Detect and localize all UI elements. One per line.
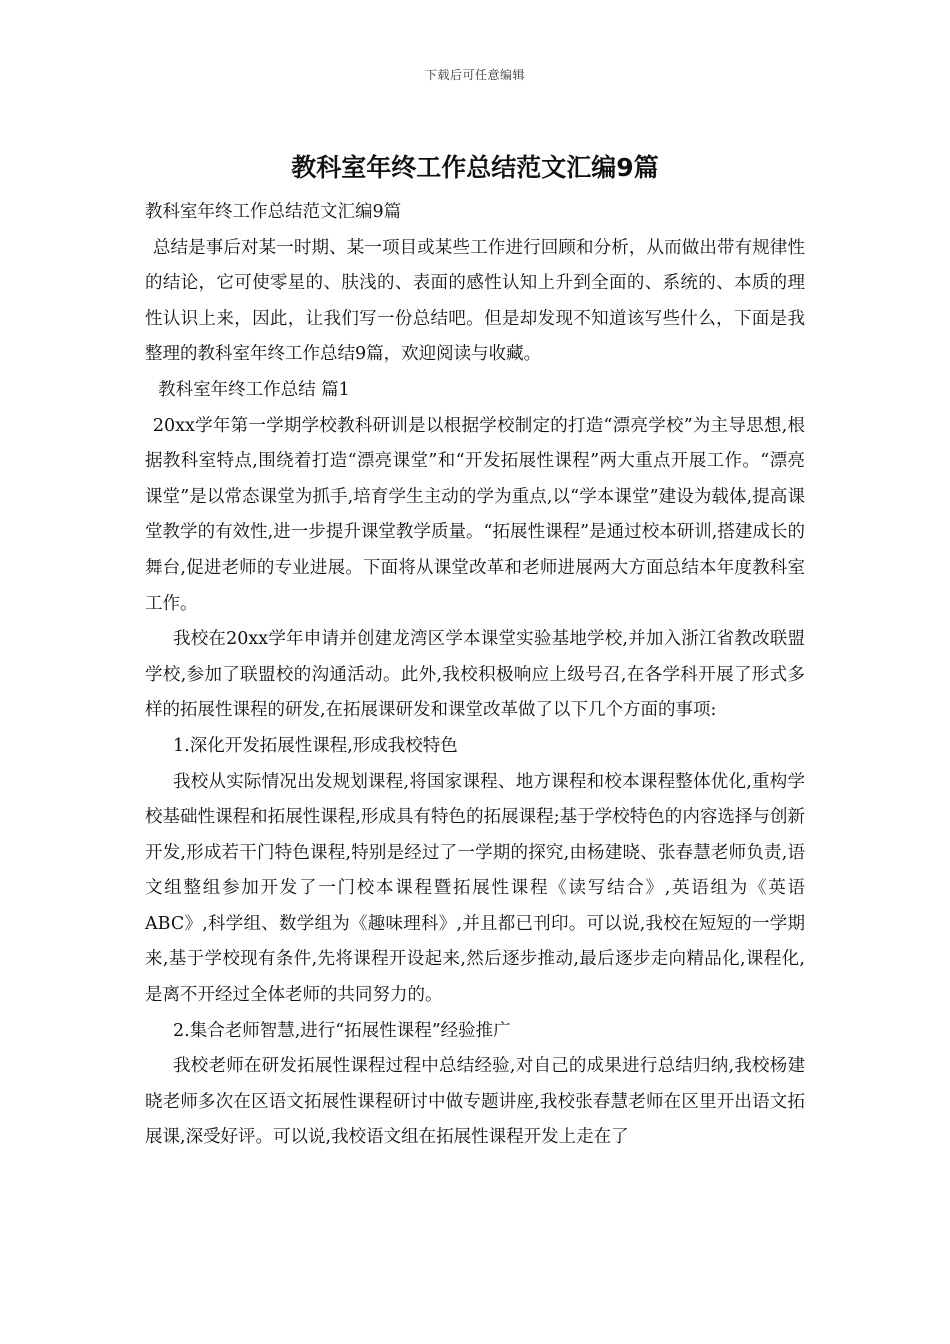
- list-heading-1: 1.深化开发拓展性课程,形成我校特色: [173, 735, 458, 756]
- paragraph-curriculum: 我校从实际情况出发规划课程,将国家课程、地方课程和校本课程整体优化,重构学校基础性课程和拓展性课程,形成具有特色的拓展课程;基于学校特色的内容选择与创新开发,形成若干门特色课程,特别是经过了一学期的探究,由杨建晓、张春慧老师负责,语文组整组参加开发了一门校本课程暨拓展性课程《读写结合》,英语组为《英语ABC》,科学组、数学组为《趣味理科》,并且都已刊印。可以说,我校在短短的一学期来,基于学校现有条件,先将课程开设起来,然后逐步推动,最后逐步走向精品化,课程化,是离不开经过全体老师的共同努力的。: [145, 771, 805, 1006]
- document-body: [145, 195, 805, 1156]
- paragraph-intro: 总结是事后对某一时期、某一项目或某些工作进行回顾和分析，从而做出带有规律性的结论，它可使零星的、肤浅的、表面的感性认知上升到全面的、系统的、本质的理性认识上来，因此，让我们写一份总结吧。但是却发现不知道该写些什么，下面是我整理的教科室年终工作总结9篇，欢迎阅读与收藏。: [145, 237, 805, 365]
- document-subtitle: 教科室年终工作总结范文汇编9篇: [145, 202, 402, 222]
- document-title: 教科室年终工作总结范文汇编9篇: [291, 153, 659, 182]
- paragraph-overview: 20xx学年第一学期学校教科研训是以根据学校制定的打造“漂亮学校”为主导思想,根据教科室特点,围绕着打造“漂亮课堂”和“开发拓展性课程”两大重点开展工作。“漂亮课堂”是以常态课堂为抓手,培育学生主动的学为重点,以“学本课堂”建设为载体,提高课堂教学的有效性,进一步提升课堂教学质量。“拓展性课程”是通过校本研训,搭建成长的舞台,促进老师的专业进展。下面将从课堂改革和老师进展两大方面总结本年度教科室工作。: [145, 415, 805, 614]
- section-heading-1: 教科室年终工作总结 篇1: [158, 379, 350, 400]
- paragraph-experience: 我校老师在研发拓展性课程过程中总结经验,对自己的成果进行总结归纳,我校杨建晓老师多次在区语文拓展性课程研讨中做专题讲座,我校张春慧老师在区里开出语文拓展课,深受好评。可以说,我校语文组在拓展性课程开发上走在了: [145, 1056, 805, 1148]
- paragraph-school-info: 我校在20xx学年申请并创建龙湾区学本课堂实验基地学校,并加入浙江省教改联盟学校,参加了联盟校的沟通活动。此外,我校积极响应上级号召,在各学科开展了形式多样的拓展性课程的研发,在拓展课研发和课堂改革做了以下几个方面的事项:: [145, 629, 805, 721]
- list-heading-2: 2.集合老师智慧,进行“拓展性课程”经验推广: [173, 1020, 511, 1041]
- page-header-note: 下载后可任意编辑: [424, 68, 525, 82]
